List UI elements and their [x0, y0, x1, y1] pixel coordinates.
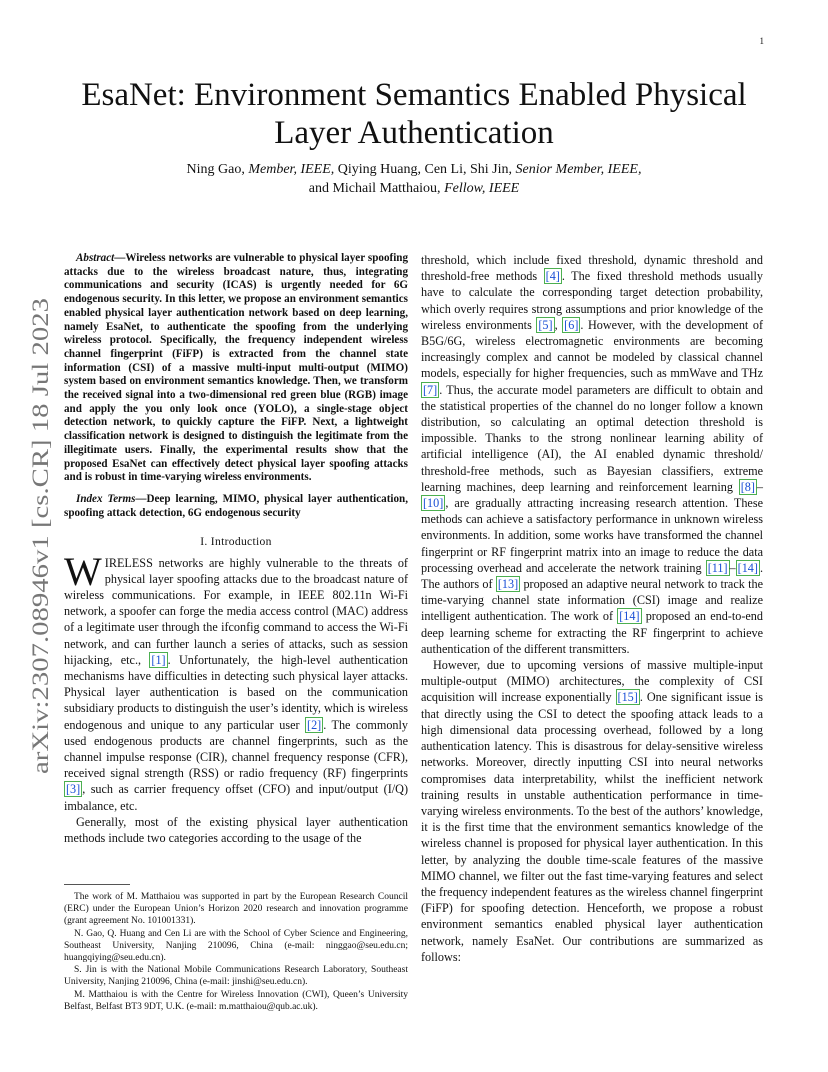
- left-column: [64, 252, 408, 846]
- right-paragraph-2: However, due to upcoming versions of massive multiple-input multiple-output (MIMO) architectures, the complexity of CSI acquisition will increase exponentially [15] . One significant issue is that directly using the CSI to detect the spoofing attack leads to a high dimensional data processing overhead, followed by a long authentication latency. This is disastrous for delay-sensitive wireless networks. Moreover, directly inputting CSI into neural networks compromises data interpretability, whilst the inefficient network training results in unstable authentication performance in time-varying wireless environments. To the best of the authors’ knowledge, it is the first time that the environment semantics knowledge of the wireless channel is proposed for physical layer authentication. In this letter, by analyzing the double time-scale features of the massive MIMO channel, we filter out the fast time-varying features and select the frequency independent features as the wireless channel fingerprint (FiFP) for spoofing detection. Henceforth, we propose a robust environment semantics enabled physical layer authentication network, namely EsaNet. Our contributions are summarized as follows:: [421, 658, 763, 964]
- citation-link[interactable]: [13]: [497, 577, 519, 592]
- footnote-funding: The work of M. Matthaiou was supported in part by the European Research Council (ERC) under the European Union’s Horizon 2020 research and innovation programme (grant agreement No. 101001331).: [64, 892, 408, 926]
- paper-title: EsaNet: Environment Semantics Enabled Physical Layer Authentication: [81, 77, 747, 151]
- citation-link[interactable]: [3]: [66, 782, 81, 797]
- citation-link[interactable]: [15]: [617, 690, 638, 705]
- citation-link[interactable]: [4]: [545, 269, 560, 284]
- arxiv-identifier-text: arXiv:2307.08946v1 [cs.CR] 18 Jul 2023: [28, 384, 54, 774]
- right-paragraph-1: threshold, which include fixed threshold, dynamic threshold and threshold-free methods [4] . The fixed threshold methods usually have to calculate the corresponding target detection probability, which overly requires strong assumptions and prior knowledge of the wireless environments [5] , [6] . However, with the development of B5G/6G, wireless electromagnetic environments are becoming increasingly complex and cannot be modeled by classical channel models, especially for higher frequencies, such as mmWave and THz [7] . Thus, the accurate model parameters are difficult to obtain and the statistical properties of the channel do no longer follow a known distribution, so calculating an optimal detection threshold is impossible. Thanks to the strong nonlinear learning ability of artificial intelligence (AI), the AI enabled dynamic threshold/ threshold-free methods, such as Bayesian classifiers, extreme learning machines, deep learning and reinforcement learning [8] –[10] , are gradually attracting increasing research attention. These methods can achieve a satisfactory performance in unknown wireless environments. In addition, some works have transformed the channel fingerprint or RF fingerprint matrix into an image to reduce the data processing overhead and accelerate the network training [11] – [14] . The authors of [13] proposed an adaptive neural network to track the time-varying channel state information (CSI) image and realize intelligent authentication. The work of [14] proposed an end-to-end deep learning scheme for extracting the RF fingerprint to achieve authentication of the different transmitters.: [421, 253, 764, 656]
- intro-paragraph-1: WIRELESS networks are highly vulnerable to the threats of physical layer spoofing attacks due to the broadcast nature of wireless communications. For example, in IEEE 802.11n Wi-Fi network, a spoofer can forge the media access control (MAC) address of a legitimate user through the ifconfig command to access the Wi-Fi network, and can further launch a series of attacks, such as session hijacking, etc., [1] . Unfortunately, the high-level authentication mechanisms have difficulties in detecting such physical layer attacks. Physical layer authentication is based on the communication subsidiary products to distinguish the user’s identity, which is wireless endogenous and unique to any particular user [2] . The commonly used endogenous products are channel fingerprints, such as the channel impulse response (CIR), channel frequency response (CFR), received signal strength (RSS) or radio frequency (RF) fingerprints [3] , such as carrier frequency offset (CFO) and input/output (I/Q) imbalance, etc.: [64, 548, 409, 813]
- citation-link[interactable]: [14]: [619, 609, 640, 624]
- author-list: Ning Gao, Member, IEEE, Qiying Huang, Cen Li, Shi Jin, Senior Member, IEEE, and Michail Matthaiou, Fellow, IEEE: [186, 162, 642, 196]
- citation-link[interactable]: [6]: [564, 317, 579, 332]
- footnotes: [64, 892, 408, 1015]
- arxiv-identifier: [10, 296, 62, 776]
- page-number: 1: [759, 36, 764, 46]
- citation-link[interactable]: [7]: [423, 382, 438, 397]
- footnote-rule: [64, 884, 130, 885]
- citation-link[interactable]: [2]: [307, 717, 322, 732]
- abstract-label: Abstract: [76, 252, 115, 264]
- citation-link[interactable]: [14]: [737, 560, 758, 575]
- intro-paragraph-2: Generally, most of the existing physical layer authentication methods include two categories according to the usage of the: [64, 814, 408, 846]
- footnote-affiliation-jin: S. Jin is with the National Mobile Communications Research Laboratory, Southeast University, Nanjing 210096, China (e-mail: jinshi@seu.edu.cn).: [64, 965, 408, 988]
- citation-link[interactable]: [10]: [423, 496, 444, 511]
- abstract: [64, 252, 408, 485]
- citation-link[interactable]: [1]: [151, 652, 166, 667]
- index-terms-label: Index Terms: [76, 492, 136, 505]
- citation-link[interactable]: [5]: [538, 317, 553, 332]
- section-heading-introduction: I. Introduction: [200, 535, 272, 549]
- abstract-text: —Wireless networks are vulnerable to physical layer spoofing attacks due to the wireless broadcast nature, thus, integrating communications and security (ICAS) is urgently needed for 6G endogenous security. In this letter, we propose an environment semantics enabled physical layer authentication network based on deep learning, namely EsaNet, to authenticate the spoofing from the underlying wireless protocol. Specifically, the frequency independent wireless channel fingerprint (FiFP) is extracted from the channel state information (CSI) of a massive multi-input multi-output (MIMO) system based on environment semantics knowledge. Then, we transform the received signal into a two-dimensional red green blue (RGB) image and apply the you only look once (YOLO), a single-stage object detection network, to quickly capture the FiFP. Next, a lightweight classification network is designed to distinguish the legitimate from the illegitimate users. Finally, the experimental results show that the proposed EsaNet can effectively detect physical layer spoofing attacks and is robust in time-varying wireless environments.: [64, 252, 408, 484]
- citation-link[interactable]: [8]: [740, 479, 755, 494]
- footnote-affiliation-qub: M. Matthaiou is with the Centre for Wireless Innovation (CWI), Queen’s University Belfast, Belfast BT3 9DT, U.K. (e-mail: m.matthaiou@qub.ac.uk).: [64, 990, 408, 1013]
- citation-link[interactable]: [11]: [707, 560, 728, 575]
- index-terms: Index Terms—Deep learning, MIMO, physical layer authentication, spoofing attack detection, 6G endogenous security: [64, 492, 408, 519]
- right-column: [421, 252, 763, 965]
- footnote-affiliation-seu: N. Gao, Q. Huang and Cen Li are with the School of Cyber Science and Engineering, Southeast University, Nanjing 210096, China (e-mail: ninggao@seu.edu.cn; huangqiying@seu.edu.cn).: [64, 928, 408, 963]
- drop-cap: W: [64, 548, 102, 594]
- ifconfig-command: ifconfig: [221, 620, 260, 635]
